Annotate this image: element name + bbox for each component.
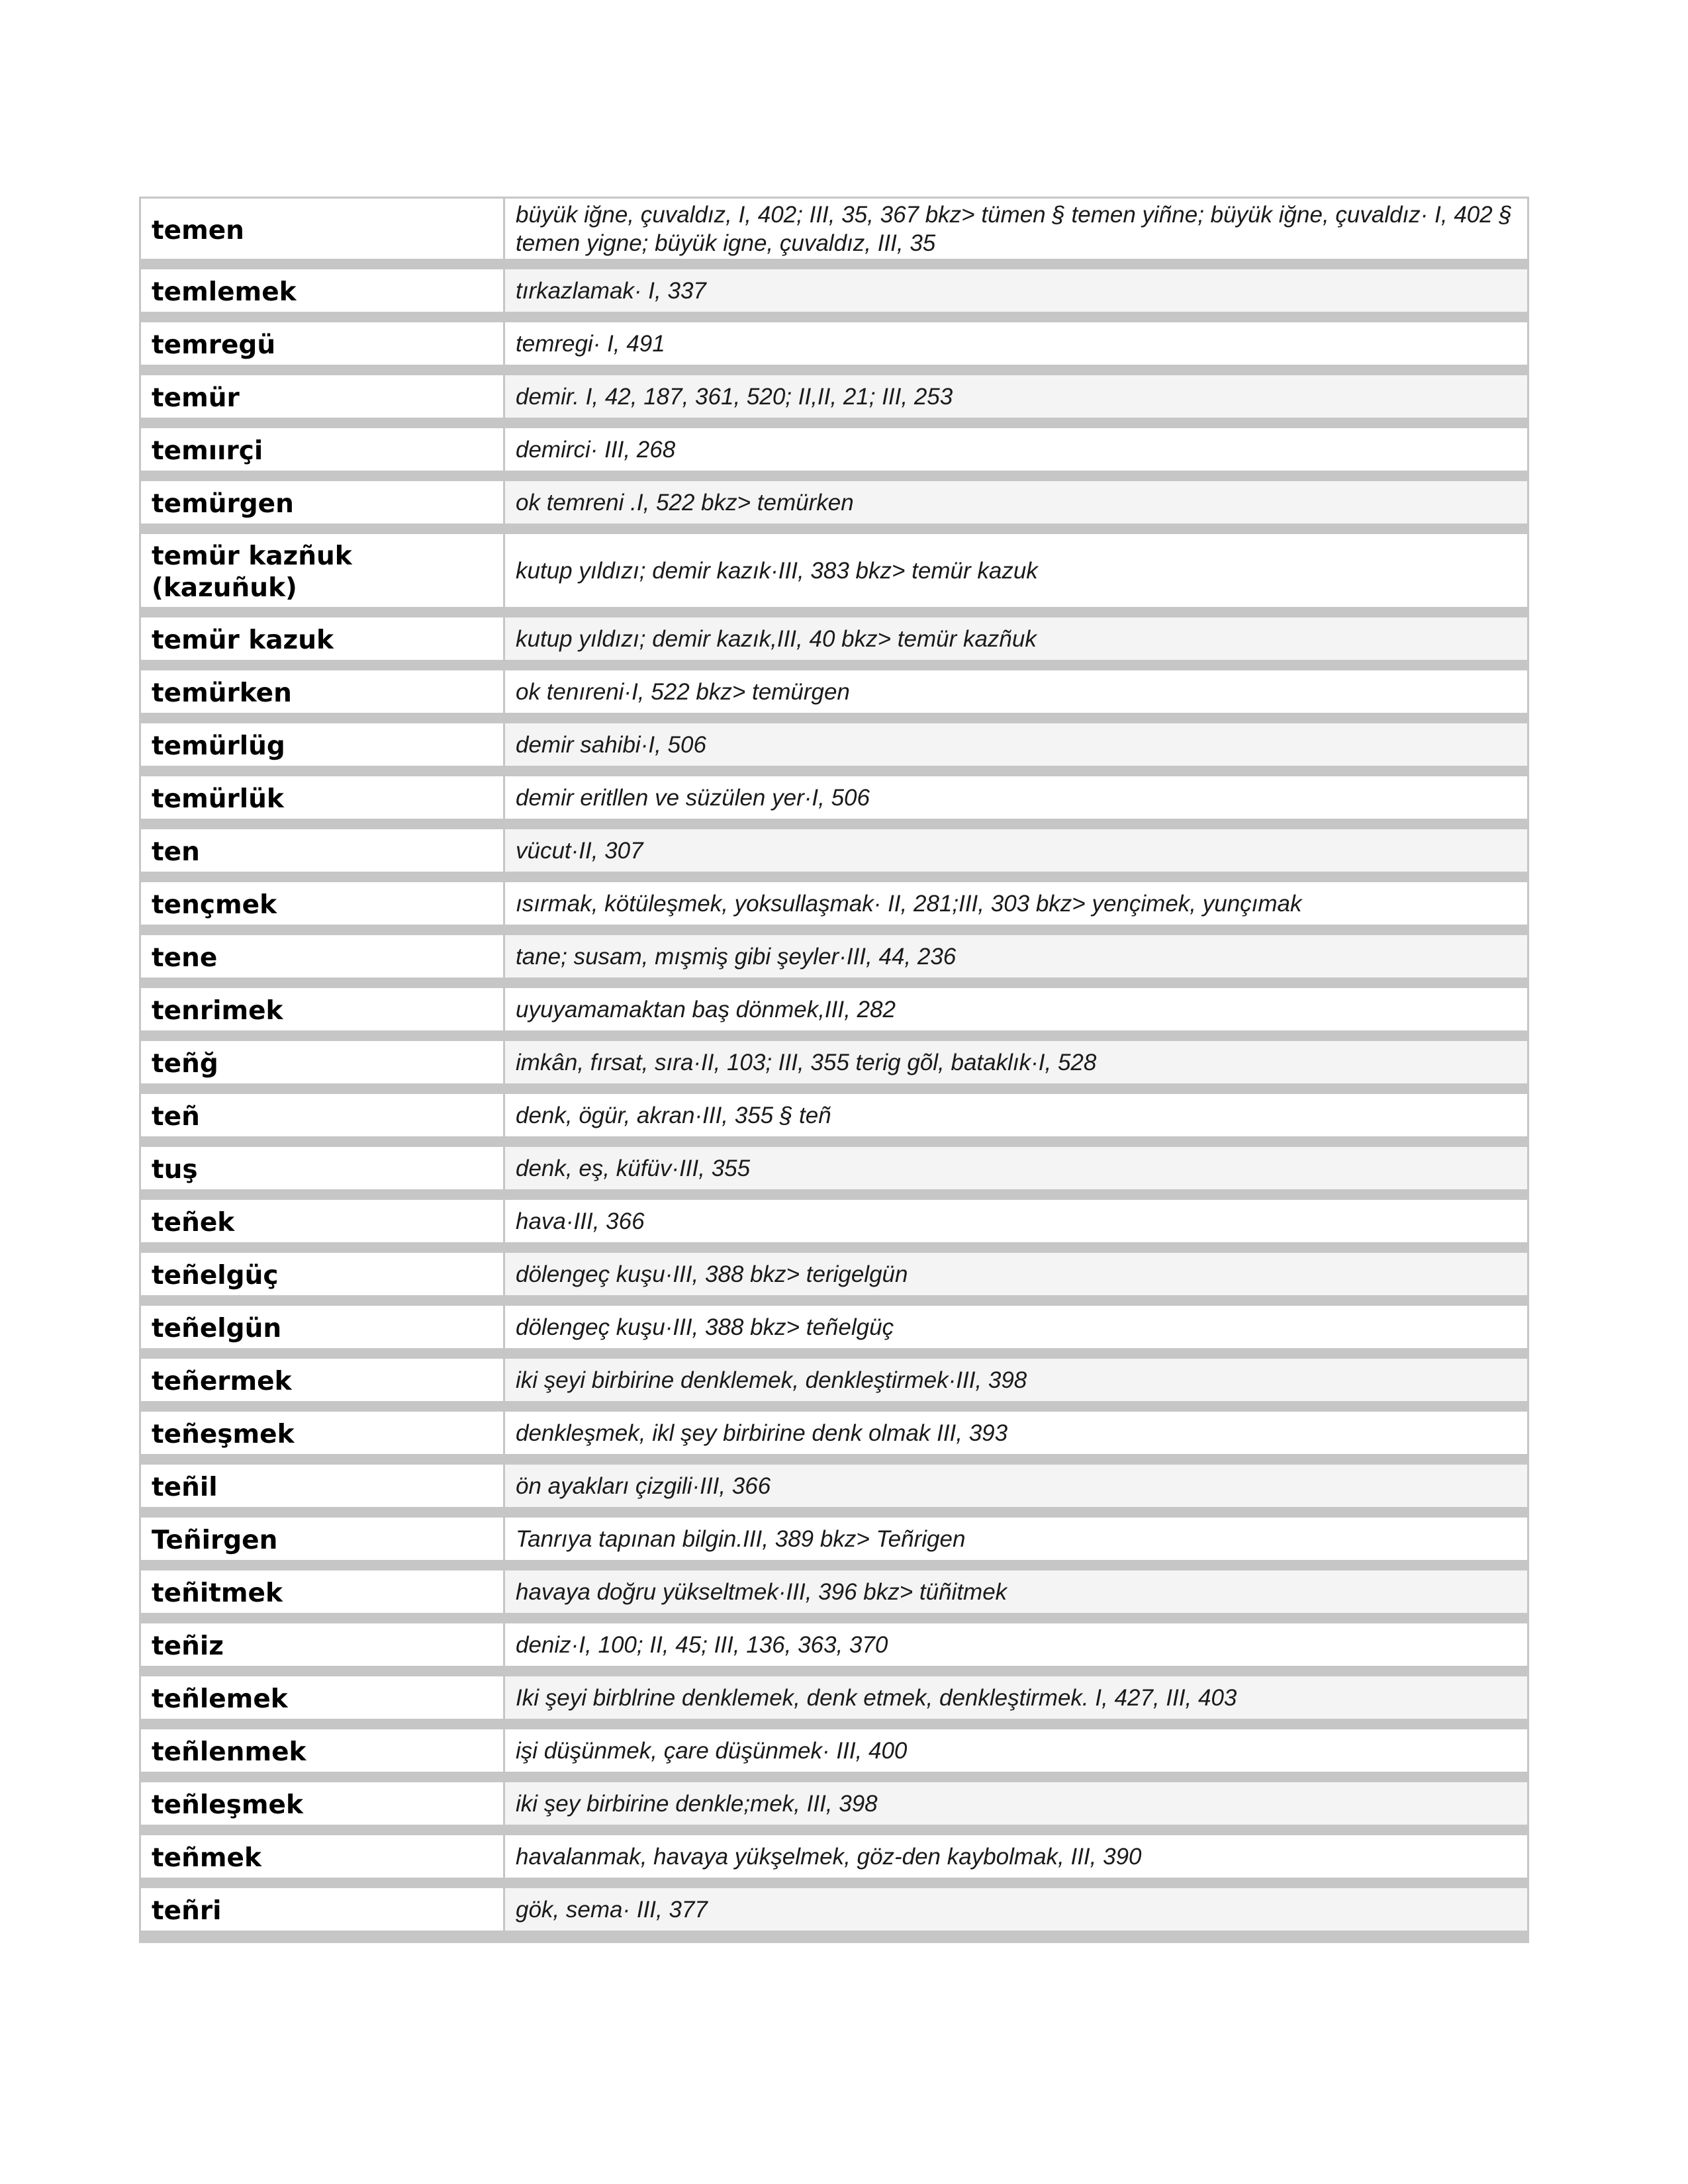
entry-definition: kutup yıldızı; demir kazık·III, 383 bkz> temür kazuk <box>516 557 1038 584</box>
entry-definition: uyuyamamaktan baş dönmek,III, 282 <box>516 996 896 1023</box>
entry-term: teñmek <box>141 1835 505 1878</box>
table-row <box>141 935 1527 988</box>
entry-term: teñğ <box>141 1041 505 1083</box>
entry-term: teñ <box>141 1094 505 1136</box>
entry-definition: havalanmak, havaya yükşelmek, göz-den kaybolmak, III, 390 <box>516 1843 1142 1870</box>
entry-term: temür kazuk <box>141 617 505 660</box>
table-row <box>141 1570 1527 1623</box>
entry-definition: deniz·I, 100; II, 45; III, 136, 363, 370 <box>516 1631 888 1658</box>
entry-term: tene <box>141 935 505 978</box>
table-row <box>141 1306 1527 1359</box>
entry-definition: hava·III, 366 <box>516 1208 645 1234</box>
table-row <box>141 1518 1527 1570</box>
entry-definition: demirci· III, 268 <box>516 436 676 463</box>
table-row <box>141 1888 1527 1941</box>
table-row <box>141 375 1527 428</box>
dictionary-table <box>139 197 1529 1943</box>
table-row <box>141 776 1527 829</box>
entry-definition: dölengeç kuşu·III, 388 bkz> teñelgüç <box>516 1314 894 1340</box>
entry-definition: demir. I, 42, 187, 361, 520; II,II, 21; III, 253 <box>505 375 1527 418</box>
table-row <box>141 322 1527 375</box>
entry-definition: vücut·II, 307 <box>505 829 1527 872</box>
entry-term: teñek <box>141 1200 505 1242</box>
table-row <box>141 199 1527 269</box>
table-row <box>141 1729 1527 1782</box>
table-row <box>141 1465 1527 1518</box>
table-row <box>141 617 1527 670</box>
entry-term: temürlüg <box>141 723 505 766</box>
entry-term: tuş <box>141 1147 505 1189</box>
entry-definition: iki şey birbirine denkle;mek, III, 398 <box>505 1782 1527 1825</box>
entry-term: ten <box>141 829 505 872</box>
entry-definition: iki şeyi birbirine denklemek, denkleştirmek·III, 398 <box>505 1359 1527 1401</box>
entry-term: teñeşmek <box>141 1412 505 1454</box>
entry-term: Teñirgen <box>141 1518 505 1560</box>
entry-definition: tane; susam, mışmiş gibi şeyler·III, 44, 236 <box>505 935 1527 978</box>
table-row <box>141 534 1527 617</box>
entry-term: temür kazñuk (kazuñuk) <box>141 534 505 607</box>
table-row <box>141 1676 1527 1729</box>
entry-definition: imkân, fırsat, sıra·II, 103; III, 355 terig gõl, bataklık·I, 528 <box>505 1041 1527 1083</box>
table-row <box>141 481 1527 534</box>
table-row <box>141 1835 1527 1888</box>
entry-definition: denkleşmek, ikl şey birbirine denk olmak III, 393 <box>516 1420 1008 1446</box>
entry-term: tenrimek <box>141 988 505 1030</box>
entry-definition: ok tenıreni·I, 522 bkz> temürgen <box>516 678 850 705</box>
entry-term: teñitmek <box>141 1570 505 1613</box>
table-row <box>141 1412 1527 1465</box>
entry-term: teñri <box>141 1888 505 1931</box>
entry-term: teñermek <box>141 1359 505 1401</box>
entry-term: temen <box>141 199 505 259</box>
table-row <box>141 670 1527 723</box>
entry-term: teñlenmek <box>141 1729 505 1772</box>
entry-term: teñelgüç <box>141 1253 505 1295</box>
entry-definition: gök, sema· III, 377 <box>505 1888 1527 1931</box>
entry-definition: denk, eş, küfüv·III, 355 <box>505 1147 1527 1189</box>
table-row <box>141 428 1527 481</box>
entry-definition: işi düşünmek, çare düşünmek· III, 400 <box>516 1737 908 1764</box>
entry-definition: dölengeç kuşu·III, 388 bkz> terigelgün <box>505 1253 1527 1295</box>
entry-term: temürken <box>141 670 505 713</box>
entry-definition: denk, ögür, akran·III, 355 § teñ <box>516 1102 831 1128</box>
entry-term: teñil <box>141 1465 505 1507</box>
table-row <box>141 1041 1527 1094</box>
table-row <box>141 1782 1527 1835</box>
entry-definition: ok temreni .I, 522 bkz> temürken <box>505 481 1527 523</box>
entry-definition: demir eritllen ve süzülen yer·I, 506 <box>516 784 870 811</box>
entry-term: teñelgün <box>141 1306 505 1348</box>
entry-definition: havaya doğru yükseltmek·III, 396 bkz> tüñitmek <box>505 1570 1527 1613</box>
table-row <box>141 1253 1527 1306</box>
entry-term: temürlük <box>141 776 505 819</box>
entry-term: temıırçi <box>141 428 505 471</box>
entry-definition: temregi· I, 491 <box>516 330 665 357</box>
entry-term: teñleşmek <box>141 1782 505 1825</box>
table-row <box>141 1623 1527 1676</box>
entry-definition: ısırmak, kötüleşmek, yoksullaşmak· II, 281;III, 303 bkz> yençimek, yunçımak <box>516 890 1302 917</box>
table-row <box>141 1359 1527 1412</box>
entry-term: teñiz <box>141 1623 505 1666</box>
table-row <box>141 988 1527 1041</box>
table-row <box>141 1200 1527 1253</box>
entry-term: temürgen <box>141 481 505 523</box>
entry-definition: büyük iğne, çuvaldız, I, 402; III, 35, 367 bkz> tümen § temen yiñne; büyük iğne, çuvaldız· I, 402 § temen yigne; büyük igne, çuvaldız, III, 35 <box>516 201 1512 256</box>
entry-term: tençmek <box>141 882 505 925</box>
table-row <box>141 829 1527 882</box>
table-row <box>141 1094 1527 1147</box>
entry-definition: Iki şeyi birblrine denklemek, denk etmek, denkleştirmek. I, 427, III, 403 <box>505 1676 1527 1719</box>
table-row <box>141 1147 1527 1200</box>
table-row <box>141 882 1527 935</box>
entry-definition: kutup yıldızı; demir kazık,III, 40 bkz> temür kazñuk <box>505 617 1527 660</box>
entry-term: temür <box>141 375 505 418</box>
entry-definition: tırkazlamak· I, 337 <box>505 269 1527 312</box>
table-row <box>141 723 1527 776</box>
entry-definition: Tanrıya tapınan bilgin.III, 389 bkz> Teñrigen <box>516 1525 966 1552</box>
entry-definition: ön ayakları çizgili·III, 366 <box>505 1465 1527 1507</box>
entry-definition: demir sahibi·I, 506 <box>505 723 1527 766</box>
entry-term: teñlemek <box>141 1676 505 1719</box>
entry-term: temlemek <box>141 269 505 312</box>
entry-term: temregü <box>141 322 505 365</box>
table-row <box>141 269 1527 322</box>
